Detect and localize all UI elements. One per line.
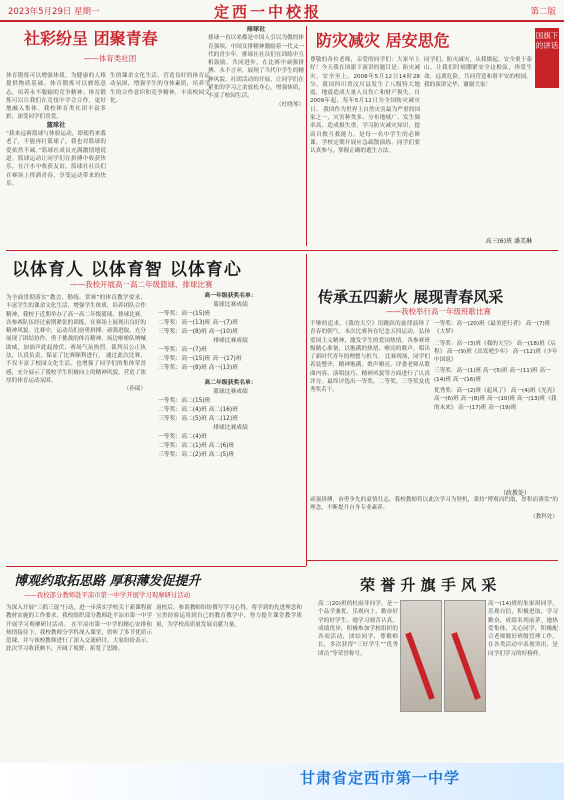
- paragraph: 各参赛队伍经过前期紧张的训练，在赛场上展现出良好的精神风貌。比赛中，运动员们奋勇拼搏、顽强进取，充分展现了团结协作、勇于挑战的体育精神。场边啦啦队呐喊助威，加油声此起彼伏，赛场气氛热烈。裁判员公正执法，认真负责，保证了比赛顺利进行。: [6, 319, 146, 360]
- award-line: 篮球比赛成绩: [213, 302, 248, 308]
- award-list: [158, 292, 303, 466]
- article-title: 传承五四薪火 展现青春风采: [318, 288, 504, 306]
- article-text: [310, 496, 558, 556]
- article-subtitle: ——我校举行高一年级班歌比赛: [386, 307, 491, 316]
- award-line: 三等奖：高一(1)班 高一(5)班 高一(11)班 高一(14)班 高一(16)班: [434, 368, 551, 383]
- school-logo-text: 甘肃省定西市第一中学: [300, 769, 461, 787]
- issue-date: 2023年5月29日 星期一: [8, 7, 100, 17]
- article-text: [6, 294, 146, 556]
- section-heading: 排球社: [246, 26, 266, 33]
- paragraph: 高二(20)班的杜雨菲同学，是一个品学兼优、乐观向上、勤奋好学的好学生。她学习刻苦认真，成绩优异，积极参加学校组织的各项活动，团结同学，尊敬师长，多次获得“三好学生”“优秀团员”等荣誉称号。: [318, 601, 398, 657]
- paragraph: 返校后，参训教师纷纷撰写学习心得，将学到的先进理念和宝贵经验运用到自己的教育教学中，努力提升课堂教学质量，为学校高质量发展贡献力量。: [156, 605, 302, 628]
- article-text: [488, 600, 558, 760]
- award-line: 三等奖：高二(2)班 高二(5)班: [158, 452, 235, 458]
- award-line: 二等奖：高二(1)班 高二(6)班: [158, 443, 235, 449]
- side-tag: 国旗下的讲话: [535, 28, 559, 88]
- student-photo: [444, 600, 486, 712]
- sash: [451, 632, 481, 700]
- article-text: [310, 56, 420, 246]
- article-text: [208, 26, 304, 262]
- award-line: 一等奖：高一(15)班: [158, 311, 211, 317]
- award-list: [434, 320, 558, 415]
- paragraph: 我国作为世界上自然灾害最为严重的国家之一，灾害种类多、分布地域广、发生频率高、造成损失重。学习防灾减灾知识，提高自救互救能力，是每一名中学生的必修课。学校定期开展应急疏散演练，同学们要认真参与，掌握正确的逃生方法。: [310, 106, 420, 155]
- article-subtitle: ——我校部分教师赴平凉市第一中学开展学习观摩研讨活动: [24, 591, 191, 599]
- article-text: [318, 600, 398, 760]
- article-text: [424, 56, 532, 236]
- award-line: 优秀奖：高一(2)班《起风了》 高一(4)班《光亮》 高一(6)班 高一(8)班 高一(10)班 高一(13)班《我的未来》 高一(17)班 高一(19)班: [434, 388, 558, 411]
- award-line: 一等奖：高二(15)班: [158, 398, 211, 404]
- article-title: 博观约取拓思路 厚积薄发促提升: [14, 574, 201, 589]
- paragraph: 不够的追求，《我的天空》用跳跃的旋律演绎了青春的朝气。本次比赛旨在纪念五四运动，弘扬爱国主义精神，激发学生的爱国热情。各参赛班级精心准备，以饱满的热情、嘹亮的歌声，唱出了新时代青年的理想与担当。: [310, 321, 430, 361]
- article-text: [6, 72, 106, 262]
- paragraph: 顽强拼搏，奋勇争先的豪情壮志，我校教师将以此次学习为契机，秉持“博观而约取，厚积而薄发”的理念，不断提升自身专业素养。: [310, 497, 558, 512]
- award-line: 篮球比赛成绩: [213, 389, 248, 395]
- award-line: 三等奖：高一(8)班 高一(13)班: [158, 365, 238, 371]
- award-line: 三等奖：高二(5)班 高二(12)班: [158, 416, 238, 422]
- paragraph: 为全面贯彻落实“教会、勤练、常赛”的体育教学要求，丰富学生的课余文化生活，增强学生体质，培养团队合作精神，我校于近期举办了高一高二年级篮球、排球比赛。: [6, 295, 146, 318]
- paragraph: 比赛现场，同学们着装整齐，精神饱满，歌声嘹亮。评委老师从歌曲内容、演唱技巧、精神风貌等方面进行了认真评分。最终评选出一等奖、二等奖、三等奖及优秀奖若干。: [310, 354, 430, 394]
- divider: [306, 26, 307, 246]
- award-line: 一等奖：高一(7)班: [158, 347, 207, 353]
- footer-banner: [0, 763, 564, 800]
- award-line: 二等奖：高一(15)班 高一(17)班: [158, 356, 242, 362]
- paragraph: 尊敬的各位老师，亲爱的同学们：大家早上好！今天我在国旗下演讲的题目是：防灾减灾，安全至上。2008年5月12日14时28分，我国四川省汶川县发生了八级特大地震，地震造成大量人员伤亡和财产损失。自2009年起，每年5月12日为全国防灾减灾日。: [310, 57, 420, 113]
- paragraph: “我来远赛篮球与体验运动，即使将来我老了，不能再打篮球了，我也对篮球的爱依然不减。”篮球社成员充满激情地说道。篮球运动让同学们在拼搏中收获快乐，在汗水中收获友谊，篮球社社员们在赛场上挥洒青春，享受运动带来的快乐。: [6, 131, 106, 187]
- paragraph: 在平凉市第一中学的精心安排和热情接待下，我校教师分学科深入课堂，聆听了多节优质示范课，并与该校教师进行了深入交流研讨。大家纷纷表示，此次学习收获颇丰，开阔了视野，拓宽了思路。: [6, 621, 152, 653]
- paragraph: 体育锻炼可以增强体质，为健康的人格提供物质基础。体育锻炼可以磨练意志，培养永不服输的竞争精神；体育锻炼可以让我们在竞技中学会合作，更好地融入集体。我校体育类社团丰富多彩，深受同学们喜爱。: [6, 73, 106, 121]
- article-subtitle: ——体育类社团: [83, 54, 137, 63]
- article-text: [110, 72, 210, 262]
- award-group-heading: 高一年级获奖名单：: [204, 293, 257, 299]
- page-header: [0, 0, 564, 22]
- divider: [306, 560, 558, 561]
- paragraph: 为深入开展“三抓三促”行动，进一步落实学校关于新课程新教材实施的工作要求，我校组织部分教师赴平凉市第一中学开展学习观摩研讨活动。: [6, 605, 152, 628]
- article-title: 荣 誉 升 旗 手 风 采: [360, 576, 497, 594]
- award-line: 排球比赛成绩: [213, 425, 248, 431]
- paragraph: 生的课余文化生活，营造良好的体育运动氛围，增强学生的身体素质，培养学生的合作意识和竞争精神，丰富校园文化。: [110, 73, 210, 104]
- article-title: 社彩纷呈 团聚青春: [24, 29, 158, 48]
- award-line: 三等奖：高一(8)班 高一(10)班: [158, 329, 238, 335]
- masthead: 定西一中校报: [214, 3, 323, 21]
- sash: [405, 632, 435, 700]
- author: （孙瑞）: [123, 386, 146, 393]
- author: （政教处）: [500, 490, 531, 497]
- article-text: [310, 320, 430, 488]
- article-title: 以体育人 以体育智 以体育心: [12, 260, 242, 280]
- article-text: [156, 604, 302, 760]
- paragraph: 通过此次比赛，不仅丰富了校园文化生活，也增强了同学们的集体荣誉感，充分展示了我校学生积极向上的精神风貌，营造了浓厚的体育运动氛围。: [6, 353, 146, 384]
- divider: [306, 254, 307, 566]
- article-title: 防灾减灾 居安思危: [316, 31, 450, 50]
- award-line: 一等奖：高一(20)班《最美逆行者》 高一(7)班《大梦》: [434, 321, 551, 336]
- award-line: 二等奖：高一(3)班《我的天空》 高一(18)班《启程》 高一(9)班《出发吧少年》 高一(12)班《少年中国说》: [434, 340, 558, 364]
- article-text: [6, 604, 152, 760]
- award-line: 二等奖：高一(13)班 高一(7)班: [158, 320, 238, 326]
- award-group-heading: 高二年级获奖名单：: [204, 380, 257, 386]
- author: （教科处）: [530, 513, 558, 520]
- award-line: 一等奖：高二(4)班: [158, 434, 207, 440]
- article-subtitle: ——我校开展高一高二年级篮球、排球比赛: [70, 280, 213, 289]
- divider: [6, 566, 306, 567]
- paragraph: 同学们，防灾减灾，从我做起。安全重于泰山，让我们时刻绷紧安全这根弦，珍爱生命，远离危险，共同营造和谐平安的校园。我的演讲完毕，谢谢大家！: [424, 57, 532, 88]
- student-photo: [400, 600, 442, 712]
- award-line: 排球比赛成绩: [213, 338, 248, 344]
- divider: [6, 250, 558, 251]
- section-heading: 篮球社: [46, 121, 66, 129]
- paragraph: 排球一直以来都是中国人引以为傲的体育强项。中国女排精神激励着一代又一代的青少年。排球社社员们在训练中互相鼓励，共同进步，在比赛中顽强拼搏、永不言弃，展现了当代中学生的精神风貌。社团活动的开展，让同学们在紧张的学习之余放松身心，增强体质，丰富了校园生活。: [208, 35, 304, 100]
- author: （杜晓琴）: [276, 101, 304, 108]
- edition-label: 第二版: [530, 7, 556, 17]
- author: 高三(6)班 潘美琳: [485, 238, 532, 245]
- paragraph: 高一(14)班的朱家琪同学，乐观自信，积极进取，学习勤奋，成绩名列前茅。她热爱集体，关心同学，积极配合老师做好班级管理工作，在各类活动中表现突出，是同学们学习的好榜样。: [488, 601, 558, 657]
- award-line: 二等奖：高二(4)班 高二(16)班: [158, 407, 238, 413]
